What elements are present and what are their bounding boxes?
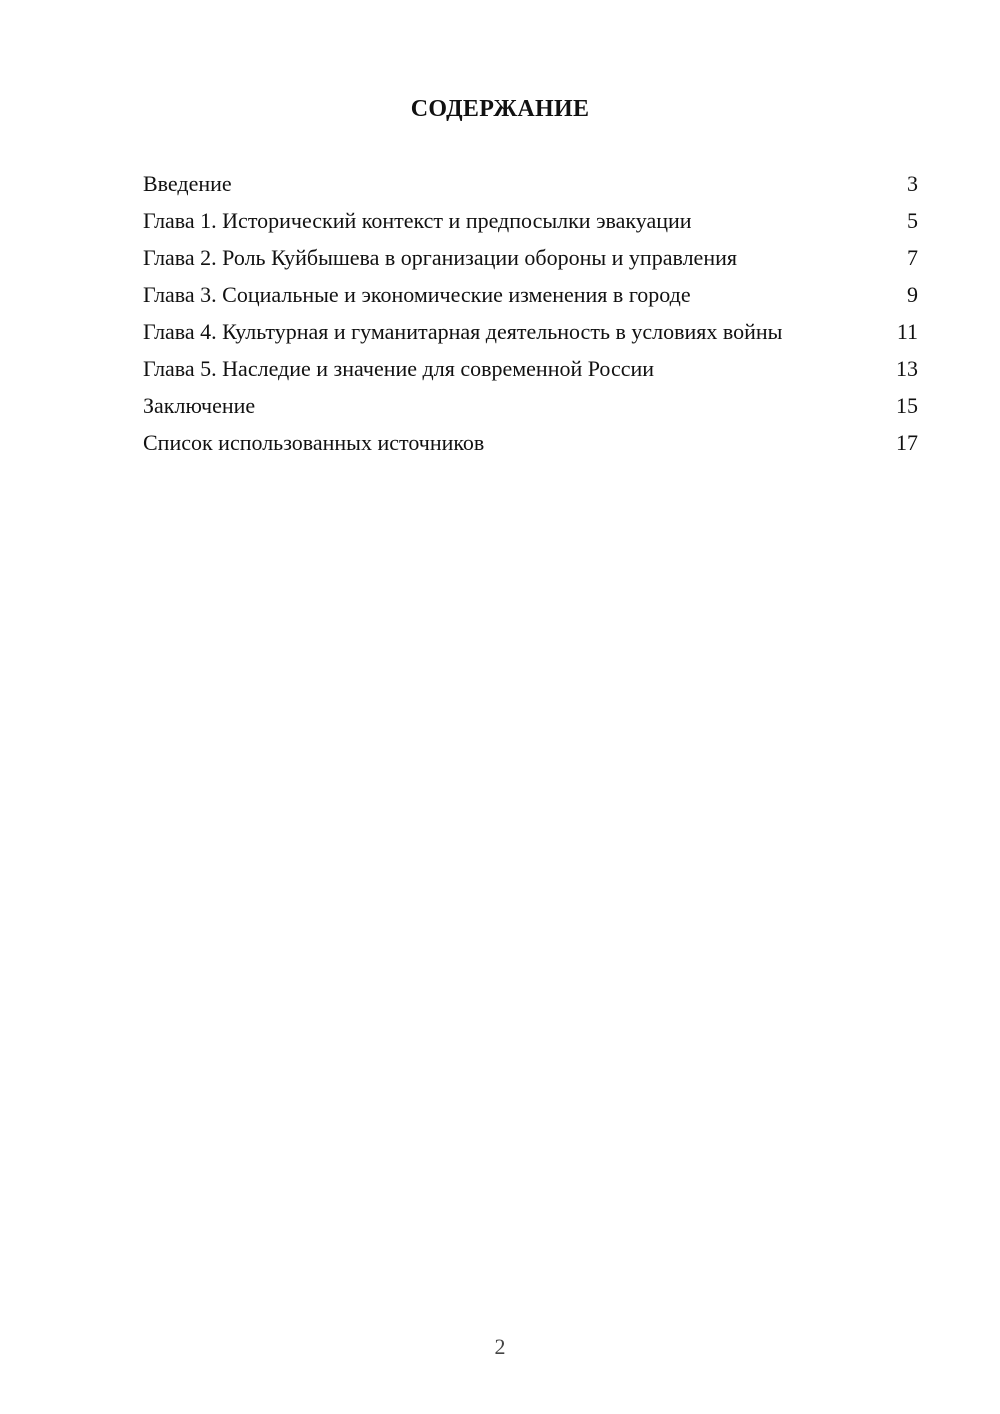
page-number: 2	[494, 1334, 506, 1359]
toc-item-text: Введение	[143, 171, 232, 196]
toc-item-page: 5	[907, 208, 918, 233]
toc-item-conclusion	[143, 392, 918, 419]
document-title: СОДЕРЖАНИЕ	[410, 96, 590, 122]
toc-item-chapter-3	[143, 281, 918, 308]
toc-item-text: Глава 2. Роль Куйбышева в организации обороны и управления	[143, 245, 737, 270]
toc-item-text: Заключение	[143, 393, 256, 418]
toc-item-chapter-5	[143, 355, 918, 382]
toc-item-text: Глава 1. Исторический контекст и предпосылки эвакуации	[143, 208, 692, 233]
table-of-contents	[143, 170, 918, 466]
toc-item-page: 15	[896, 393, 918, 418]
toc-item-chapter-2	[143, 244, 918, 271]
toc-item-page: 3	[907, 171, 918, 196]
toc-item-chapter-4	[143, 318, 918, 345]
toc-item-introduction	[143, 170, 918, 197]
toc-item-page: 7	[907, 245, 918, 270]
toc-item-sources	[143, 429, 918, 456]
toc-item-page: 9	[907, 282, 918, 307]
toc-item-text: Глава 4. Культурная и гуманитарная деятельность в условиях войны	[143, 319, 783, 344]
toc-item-page: 17	[896, 430, 918, 455]
toc-item-text: Глава 3. Социальные и экономические изменения в городе	[143, 282, 691, 307]
toc-item-page: 11	[896, 319, 918, 344]
toc-item-page: 13	[896, 356, 918, 381]
toc-item-text: Глава 5. Наследие и значение для современной России	[143, 356, 655, 381]
toc-item-chapter-1	[143, 207, 918, 234]
toc-item-text: Список использованных источников	[143, 430, 485, 455]
